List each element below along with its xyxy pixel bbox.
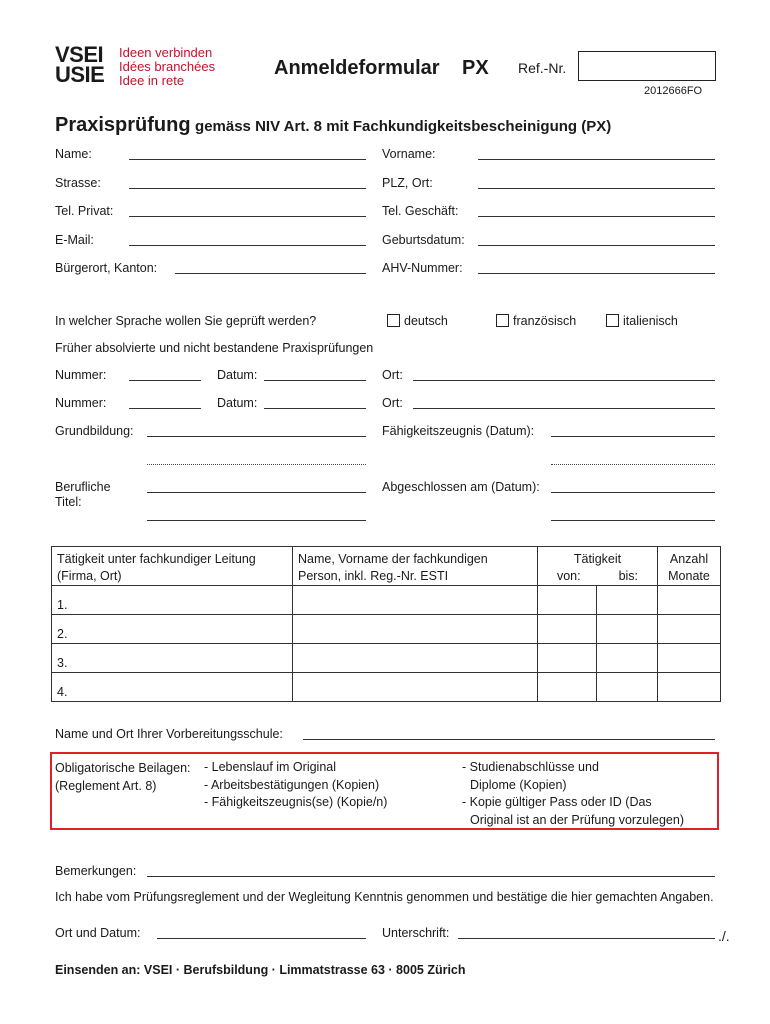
tagline: Idee in rete — [119, 73, 185, 88]
bemerkungen-field[interactable] — [147, 876, 715, 877]
table-cell[interactable] — [538, 615, 597, 644]
activity-table — [51, 546, 721, 702]
datum-label: Datum: — [217, 396, 258, 410]
header-text: (Firma, Ort) — [57, 569, 122, 583]
unterschrift-label: Unterschrift: — [382, 926, 450, 940]
ahv-field[interactable] — [478, 273, 715, 274]
tagline: Ideen verbinden — [119, 45, 213, 60]
option-deutsch: deutsch — [404, 314, 448, 328]
faehigkeitszeugnis-field[interactable] — [551, 436, 715, 437]
ort-label: Ort: — [382, 396, 403, 410]
attachments-right-list — [462, 759, 684, 829]
list-item: Diplome (Kopien) — [470, 777, 567, 792]
ref-number-field[interactable] — [578, 51, 716, 81]
table-cell[interactable] — [293, 615, 538, 644]
list-item: - Lebenslauf im Original — [204, 760, 337, 774]
header-text: Tätigkeit unter fachkundiger Leitung — [57, 552, 256, 566]
table-cell[interactable] — [538, 644, 597, 673]
table-row[interactable] — [52, 673, 721, 702]
row-number[interactable]: 3. — [52, 644, 293, 673]
buergerort-label: Bürgerort, Kanton: — [55, 261, 158, 275]
option-italienisch: italienisch — [623, 314, 678, 328]
email-label: E-Mail: — [55, 233, 94, 247]
name-label: Name: — [55, 147, 92, 161]
table-cell[interactable] — [658, 673, 721, 702]
abgeschlossen-field-2[interactable] — [551, 520, 715, 521]
tel-geschaeft-label: Tel. Geschäft: — [382, 204, 459, 218]
table-row[interactable] — [52, 615, 721, 644]
row-number[interactable]: 4. — [52, 673, 293, 702]
berufliche-titel-label: Berufliche — [55, 480, 111, 494]
table-cell[interactable] — [597, 673, 658, 702]
checkbox-italienisch[interactable] — [606, 314, 619, 327]
table-header-row — [52, 547, 721, 586]
ort-datum-field[interactable] — [157, 938, 366, 939]
header-text: Tätigkeit — [573, 552, 622, 566]
ort-datum-label: Ort und Datum: — [55, 926, 141, 940]
attachments-left-list — [204, 759, 387, 812]
list-item: Original ist an der Prüfung vorzulegen) — [470, 812, 685, 827]
header-text: Person, inkl. Reg.-Nr. ESTI — [298, 569, 449, 583]
table-row[interactable] — [52, 586, 721, 615]
confirmation-statement: Ich habe vom Prüfungsreglement und der Wegleitung Kenntnis genommen und bestätige die hier gemachten Angaben. — [55, 890, 714, 904]
grundbildung-field-2[interactable] — [147, 464, 366, 465]
attachments-label — [55, 759, 191, 795]
form-number: 2012666FO — [644, 85, 703, 97]
buergerort-field[interactable] — [175, 273, 366, 274]
grundbildung-label: Grundbildung: — [55, 424, 134, 438]
datum-field[interactable] — [264, 408, 366, 409]
form-code: PX — [462, 57, 489, 79]
grundbildung-field[interactable] — [147, 436, 366, 437]
header-text: Monate — [668, 569, 710, 583]
table-cell[interactable] — [658, 615, 721, 644]
heading-sub: gemäss NIV Art. 8 mit Fachkundigkeitsbescheinigung (PX) — [195, 118, 612, 135]
table-cell[interactable] — [293, 644, 538, 673]
table-cell[interactable] — [293, 673, 538, 702]
list-item: - Arbeitsbestätigungen (Kopien) — [204, 777, 380, 792]
table-cell[interactable] — [597, 615, 658, 644]
attachments-label-line: Obligatorische Beilagen: — [55, 761, 191, 775]
tel-privat-field[interactable] — [129, 216, 366, 217]
nummer-field[interactable] — [129, 408, 201, 409]
faehigkeitszeugnis-field-2[interactable] — [551, 464, 715, 465]
list-item: - Studienabschlüsse und — [462, 760, 599, 774]
checkbox-deutsch[interactable] — [387, 314, 400, 327]
datum-label: Datum: — [217, 368, 258, 382]
header-von: von: — [556, 569, 581, 583]
list-item: - Kopie gültiger Pass oder ID (Das — [462, 795, 652, 809]
geburtsdatum-field[interactable] — [478, 245, 715, 246]
ort-label: Ort: — [382, 368, 403, 382]
language-question: In welcher Sprache wollen Sie geprüft werden? — [55, 314, 317, 328]
row-number[interactable]: 1. — [52, 586, 293, 615]
vorname-label: Vorname: — [382, 147, 436, 161]
abgeschlossen-field[interactable] — [551, 492, 715, 493]
heading-main: Praxisprüfung — [55, 114, 191, 136]
ort-field[interactable] — [413, 408, 715, 409]
header-text: Name, Vorname der fachkundigen — [298, 552, 488, 566]
school-field[interactable] — [303, 739, 715, 740]
previous-heading: Früher absolvierte und nicht bestandene Praxisprüfungen — [55, 341, 374, 355]
page-heading — [55, 114, 611, 137]
vsei-logo: VSEI USIE — [55, 42, 105, 87]
form-title: Anmeldeformular — [274, 57, 440, 79]
berufliche-titel-field-2[interactable] — [147, 520, 366, 521]
plz-ort-field[interactable] — [478, 188, 715, 189]
geburtsdatum-label: Geburtsdatum: — [382, 233, 465, 247]
table-row[interactable] — [52, 644, 721, 673]
send-to-address: Einsenden an: VSEI · Berufsbildung · Limmatstrasse 63 · 8005 Zürich — [55, 963, 466, 977]
header-bis: bis: — [618, 569, 639, 583]
nummer-field[interactable] — [129, 380, 201, 381]
strasse-label: Strasse: — [55, 176, 101, 190]
checkbox-franzoesisch[interactable] — [496, 314, 509, 327]
option-franzoesisch: französisch — [513, 314, 577, 328]
continue-mark: ./. — [718, 928, 730, 944]
row-number[interactable]: 2. — [52, 615, 293, 644]
ref-label: Ref.-Nr. — [518, 60, 567, 76]
col-header-zeitraum — [538, 547, 658, 586]
tel-privat-label: Tel. Privat: — [55, 204, 114, 218]
table-cell[interactable] — [538, 586, 597, 615]
bemerkungen-label: Bemerkungen: — [55, 864, 137, 878]
col-header-taetigkeit — [52, 547, 293, 586]
ort-field[interactable] — [413, 380, 715, 381]
berufliche-titel-label-2: Titel: — [55, 495, 82, 509]
vorname-field[interactable] — [478, 159, 715, 160]
tagline: Idées branchées — [119, 59, 216, 74]
school-label: Name und Ort Ihrer Vorbereitungsschule: — [55, 727, 283, 741]
unterschrift-field[interactable] — [458, 938, 715, 939]
list-item: - Fähigkeitszeugnis(se) (Kopie/n) — [204, 795, 388, 809]
name-field[interactable] — [129, 159, 366, 160]
email-field[interactable] — [129, 245, 366, 246]
ahv-label: AHV-Nummer: — [382, 261, 463, 275]
berufliche-titel-field[interactable] — [147, 492, 366, 493]
table-cell[interactable] — [538, 673, 597, 702]
col-header-person — [293, 547, 538, 586]
strasse-field[interactable] — [129, 188, 366, 189]
abgeschlossen-label: Abgeschlossen am (Datum): — [382, 480, 540, 494]
plz-ort-label: PLZ, Ort: — [382, 176, 433, 190]
table-cell[interactable] — [597, 586, 658, 615]
tel-geschaeft-field[interactable] — [478, 216, 715, 217]
logo-taglines — [119, 46, 215, 88]
table-cell[interactable] — [658, 644, 721, 673]
nummer-label: Nummer: — [55, 396, 107, 410]
datum-field[interactable] — [264, 380, 366, 381]
attachments-label-line: (Reglement Art. 8) — [55, 779, 157, 793]
table-cell[interactable] — [597, 644, 658, 673]
table-cell[interactable] — [658, 586, 721, 615]
header-text: Anzahl — [669, 552, 709, 566]
faehigkeitszeugnis-label: Fähigkeitszeugnis (Datum): — [382, 424, 535, 438]
nummer-label: Nummer: — [55, 368, 107, 382]
table-cell[interactable] — [293, 586, 538, 615]
col-header-monate — [658, 547, 721, 586]
